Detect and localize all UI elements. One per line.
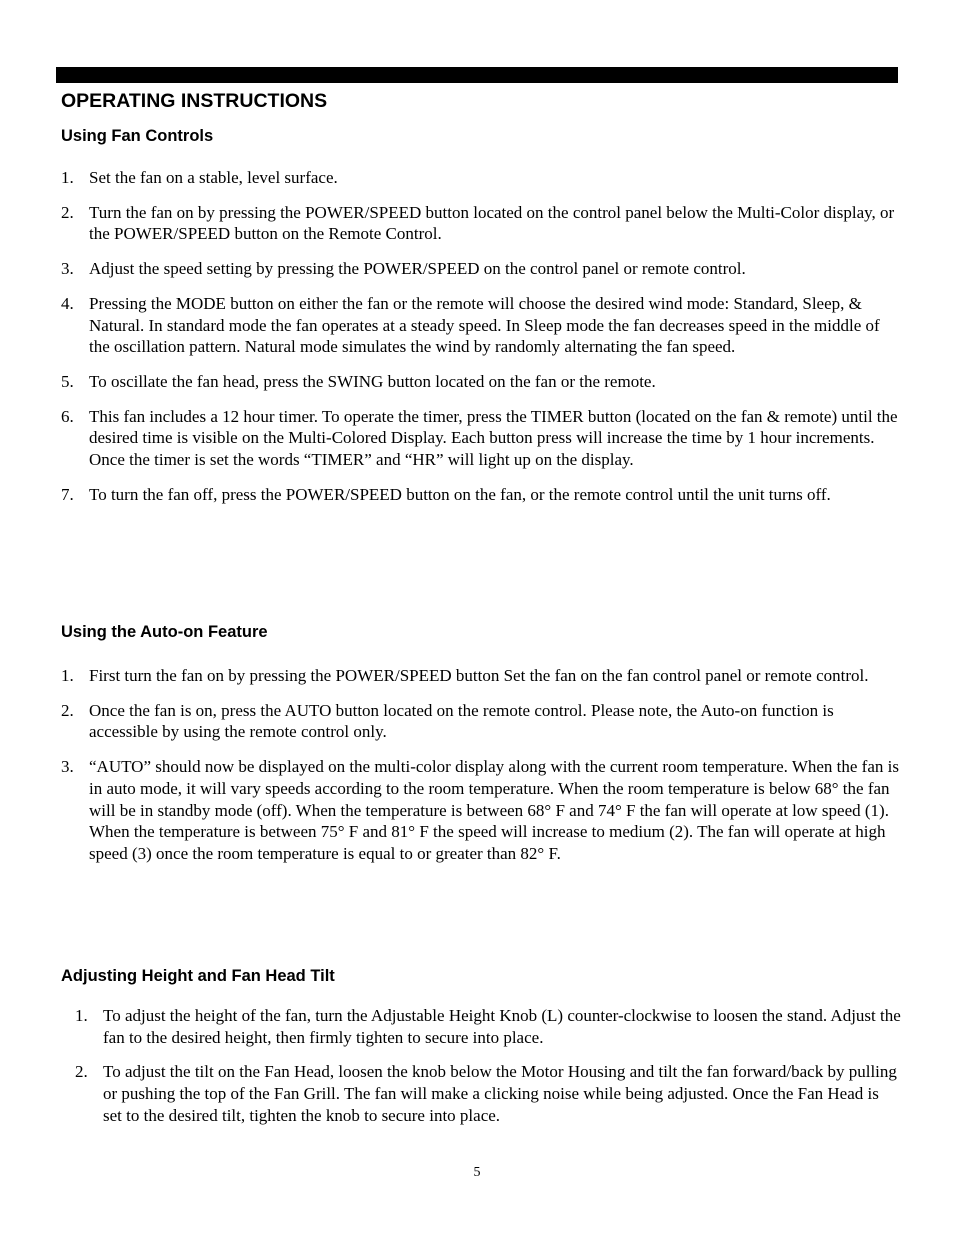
list-item bbox=[61, 371, 901, 393]
item-number: 7. bbox=[61, 484, 74, 504]
item-text: To oscillate the fan head, press the SWING button located on the fan or the remote. bbox=[89, 371, 656, 391]
item-number: 2. bbox=[75, 1062, 88, 1082]
list-item bbox=[61, 293, 901, 358]
item-text: Adjust the speed setting by pressing the POWER/SPEED on the control panel or remote control. bbox=[89, 259, 746, 279]
list-item bbox=[61, 1005, 901, 1048]
auto-on-list bbox=[61, 665, 901, 878]
list-item bbox=[61, 202, 901, 245]
item-number: 4. bbox=[61, 293, 74, 313]
height-tilt-list bbox=[61, 1005, 901, 1140]
list-item bbox=[61, 1061, 901, 1126]
list-item bbox=[61, 700, 901, 743]
item-text: This fan includes a 12 hour timer. To operate the timer, press the TIMER button (located on the fan & remote) until the desired time is visible on the Multi-Colored Display. Each button press will increase the time by 1 hour increments. Once the timer is set the words “TIMER” and “HR” will light up on the display. bbox=[89, 406, 898, 470]
item-text: Set the fan on a stable, level surface. bbox=[89, 168, 338, 187]
item-number: 3. bbox=[61, 757, 74, 777]
heading-height-tilt: Adjusting Height and Fan Head Tilt bbox=[61, 967, 335, 985]
item-text: Pressing the MODE button on either the fan or the remote will choose the desired wind mode: Standard, Sleep, & Natural. In standard mode the fan operates at a steady speed. In Sleep mode the fan decreases speed in the middle of the oscillation pattern. Natural mode simulates the wind by randomly alternating the fan speed. bbox=[89, 293, 880, 357]
page-number: 5 bbox=[473, 1165, 481, 1180]
item-number: 2. bbox=[61, 202, 74, 222]
item-text: “AUTO” should now be displayed on the multi-color display along with the current room temperature. When the fan is in auto mode, it will vary speeds according to the room temperature. When the room temperature is below 68° the fan will be in standby mode (off). When the temperature is between 68° F and 74° F the fan will operate at low speed (1). When the temperature is between 75° F and 81° F the speed will increase to medium (2). The fan will operate at high speed (3) once the room temperature is equal to or greater than 82° F. bbox=[89, 757, 899, 863]
item-text: To turn the fan off, press the POWER/SPEED button on the fan, or the remote control until the unit turns off. bbox=[89, 484, 831, 504]
list-item bbox=[61, 258, 901, 280]
list-item bbox=[61, 167, 901, 189]
item-text: Turn the fan on by pressing the POWER/SPEED button located on the control panel below the Multi-Color display, or the POWER/SPEED button on the Remote Control. bbox=[89, 202, 895, 244]
item-text: Once the fan is on, press the AUTO button located on the remote control. Please note, the Auto-on function is accessible by using the remote control only. bbox=[89, 700, 834, 742]
list-item bbox=[61, 406, 901, 471]
list-item bbox=[61, 665, 901, 687]
item-number: 1. bbox=[61, 168, 74, 187]
item-text: To adjust the tilt on the Fan Head, loosen the knob below the Motor Housing and tilt the fan forward/back by pulling or pushing the top of the Fan Grill. The fan will make a clicking noise while being adjusted. Once the Fan Head is set to the desired tilt, tighten the knob to secure into place. bbox=[103, 1062, 897, 1125]
fan-controls-list bbox=[61, 167, 901, 518]
list-item bbox=[61, 756, 901, 865]
item-number: 3. bbox=[61, 259, 74, 279]
item-text: To adjust the height of the fan, turn the Adjustable Height Knob (L) counter-clockwise to loosen the stand. Adjust the fan to the desired height, then firmly tighten to secure into place. bbox=[103, 1006, 901, 1047]
item-number: 2. bbox=[61, 700, 74, 720]
section-title: OPERATING INSTRUCTIONS bbox=[61, 90, 328, 112]
list-item bbox=[61, 484, 901, 506]
heading-fan-controls: Using Fan Controls bbox=[61, 127, 214, 145]
item-text: First turn the fan on by pressing the POWER/SPEED button Set the fan on the fan control panel or remote control. bbox=[89, 666, 869, 685]
item-number: 1. bbox=[75, 1006, 88, 1025]
item-number: 6. bbox=[61, 406, 74, 426]
item-number: 1. bbox=[61, 666, 74, 685]
heading-auto-on: Using the Auto-on Feature bbox=[61, 623, 268, 641]
header-rule bbox=[56, 67, 898, 83]
item-number: 5. bbox=[61, 371, 74, 391]
